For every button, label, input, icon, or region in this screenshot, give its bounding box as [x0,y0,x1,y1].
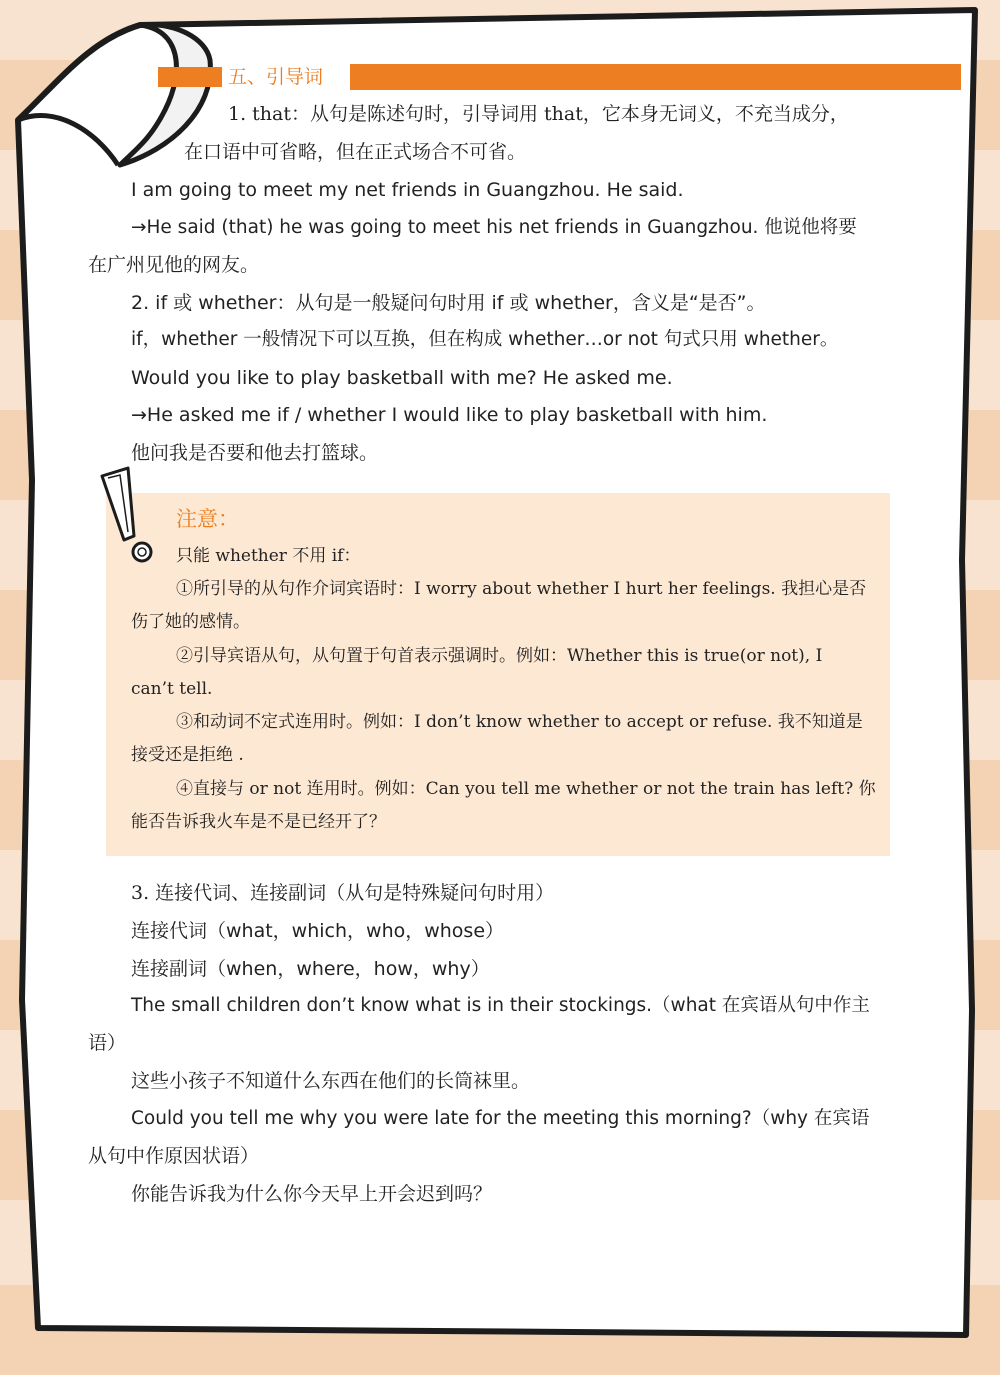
para2-example3: 他问我是否要和他去打篮球。 [131,442,379,464]
para1-example1: I am going to meet my net friends in Guangzhou. He said. [131,179,684,201]
para3-example1: The small children don’t know what is in their stockings.（what 在宾语从句中作主 [131,995,870,1016]
para3-example2-cont: 从句中作原因状语） [88,1145,260,1167]
note-item2-cont: can’t tell. [131,679,213,699]
para2-line1: 2. if 或 whether：从句是一般疑问句时用 if 或 whether，含义是“是否”。 [131,292,766,314]
section-header-bar-left [158,67,222,87]
para1-line2: 在口语中可省略，但在正式场合不可省。 [184,141,527,163]
para1-example2-cont: 在广州见他的网友。 [88,254,260,276]
section-header-bar-right [350,64,961,90]
note-item2: ②引导宾语从句，从句置于句首表示强调时。例如：Whether this is true(or not), I [176,646,823,666]
para3-example1-cont: 语） [88,1032,127,1054]
para3-example2-translation: 你能告诉我为什么你今天早上开会迟到吗？ [131,1183,493,1205]
para3-line2: 连接代词（what，which，who，whose） [131,920,505,942]
note-title: 注意： [176,507,239,531]
note-item1-cont: 伤了她的感情。 [131,612,250,632]
para3-line3: 连接副词（when，where，how，why） [131,958,490,980]
note-item4-cont: 能否告诉我火车是不是已经开了？ [131,812,386,832]
para3-line1: 3. 连接代词、连接副词（从句是特殊疑问句时用） [131,882,555,904]
note-item1: ①所引导的从句作介词宾语时：I worry about whether I hurt her feelings. 我担心是否 [176,579,867,599]
note-item4: ④直接与 or not 连用时。例如：Can you tell me whether or not the train has left? 你 [176,779,876,799]
para3-example2: Could you tell me why you were late for the meeting this morning?（why 在宾语 [131,1108,870,1129]
para2-line2: if，whether 一般情况下可以互换，但在构成 whether…or not 句式只用 whether。 [131,329,839,350]
exclamation-icon [94,466,164,566]
para1-example2: →He said (that) he was going to meet his net friends in Guangzhou. 他说他将要 [131,217,857,238]
para2-example2: →He asked me if / whether I would like to play basketball with him. [131,404,768,426]
section-title: 五、引导词 [222,63,348,91]
para3-example1-translation: 这些小孩子不知道什么东西在他们的长筒袜里。 [131,1070,531,1092]
para1-line1: 1. that：从句是陈述句时，引导词用 that，它本身无词义，不充当成分， [228,103,849,125]
note-intro: 只能 whether 不用 if： [176,546,361,566]
para2-example1: Would you like to play basketball with me? He asked me. [131,367,673,389]
note-item3-cont: 接受还是拒绝 . [131,745,244,765]
note-item3: ③和动词不定式连用时。例如：I don’t know whether to accept or refuse. 我不知道是 [176,712,863,732]
